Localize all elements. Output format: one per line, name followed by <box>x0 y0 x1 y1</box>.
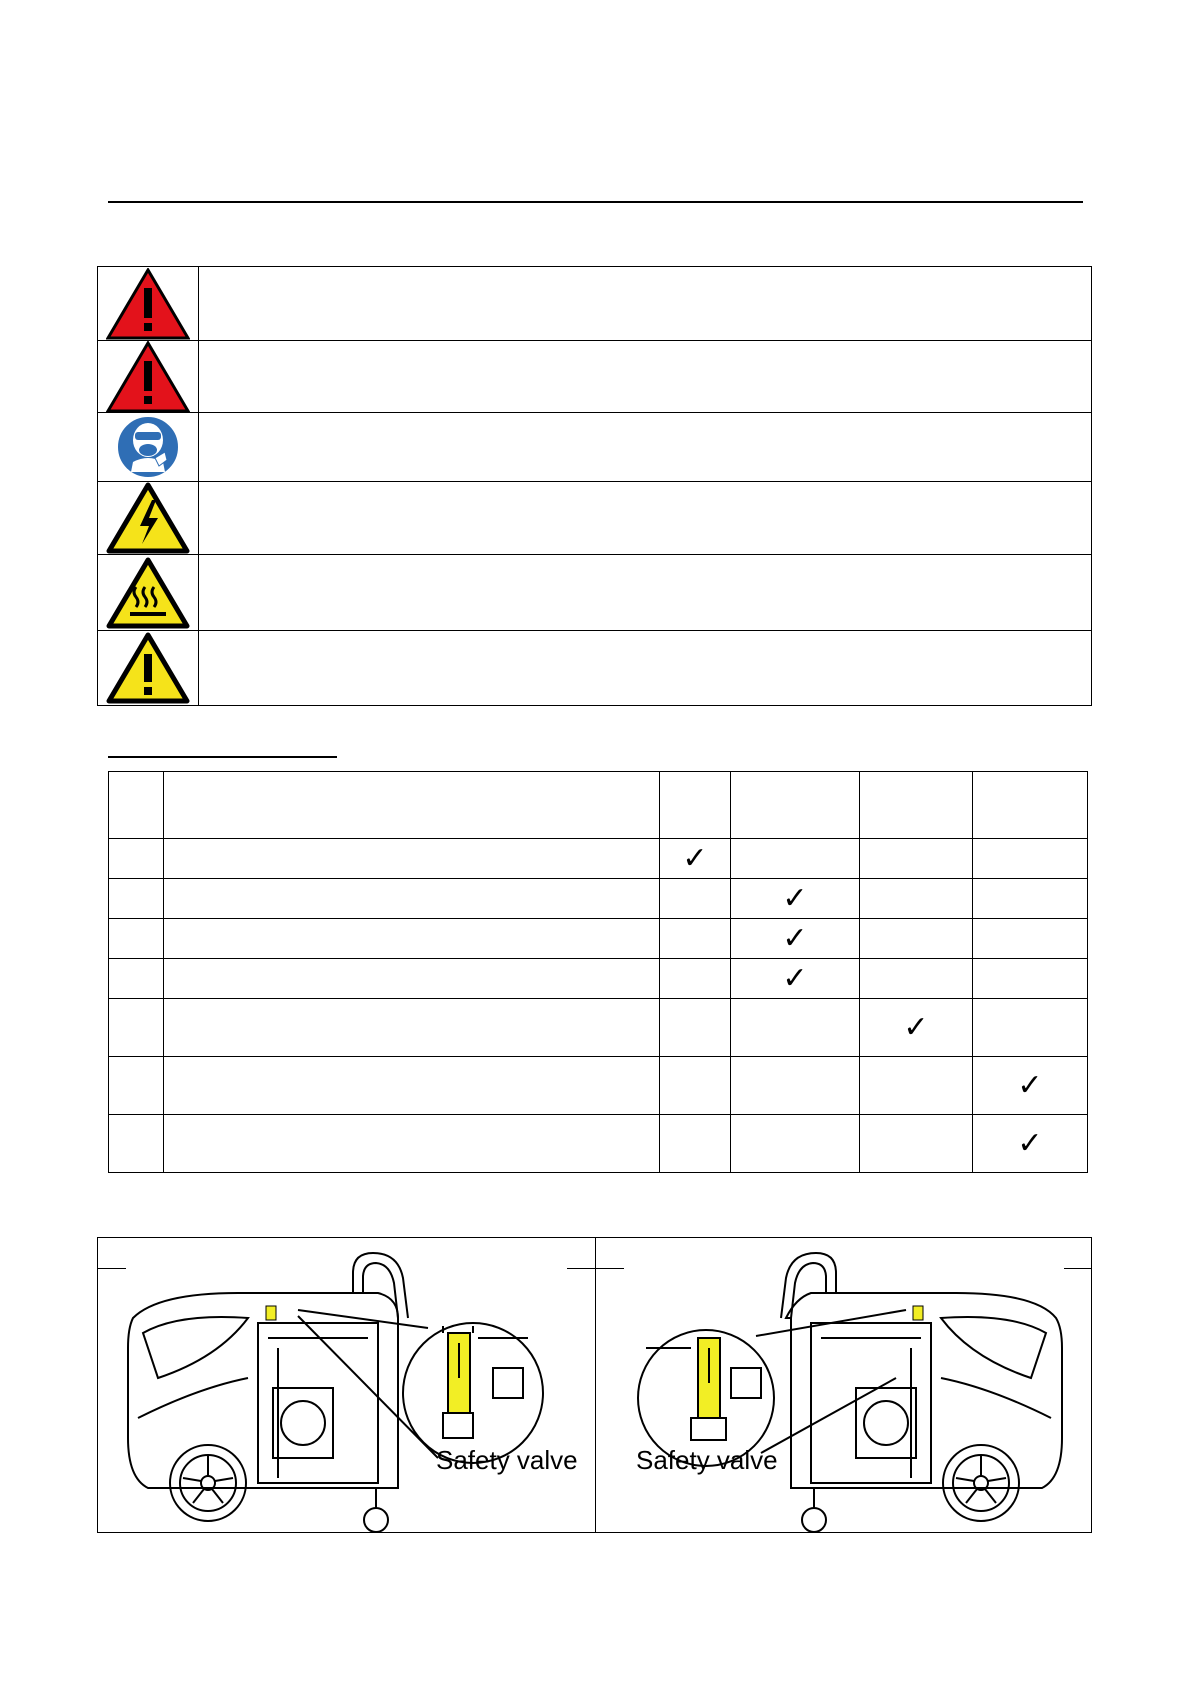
check-cell <box>973 919 1088 959</box>
row-number <box>109 1115 164 1173</box>
safety-valve-caption: Safety valve <box>436 1445 578 1475</box>
row-item <box>164 999 660 1057</box>
check-cell <box>860 959 973 999</box>
check-cell <box>731 1057 860 1115</box>
warning-row <box>98 340 1091 412</box>
warning-row <box>98 267 1091 340</box>
check-cell <box>731 1115 860 1173</box>
check-cell <box>860 879 973 919</box>
schedule-heading-underline <box>108 748 337 758</box>
row-number <box>109 879 164 919</box>
warning-text <box>210 555 1081 630</box>
table-row <box>109 1057 1088 1115</box>
check-cell <box>660 1057 731 1115</box>
check-cell <box>660 999 731 1057</box>
check-cell <box>973 999 1088 1057</box>
row-number <box>109 919 164 959</box>
warning-row <box>98 630 1091 705</box>
check-cell <box>860 839 973 879</box>
check-cell <box>860 1057 973 1115</box>
generator-right-illustration <box>596 1238 1092 1534</box>
table-row <box>109 959 1088 999</box>
check-cell <box>973 1057 1088 1115</box>
generator-left-illustration <box>98 1238 595 1534</box>
column-header <box>109 772 164 839</box>
warning-text <box>210 413 1081 481</box>
checkmark-icon: ✓ <box>1017 1067 1043 1103</box>
check-cell <box>860 999 973 1057</box>
safety-valve-caption: Safety valve <box>636 1445 778 1475</box>
warning-symbols-table <box>97 266 1092 706</box>
warning-text <box>210 482 1081 554</box>
figure-left <box>98 1238 595 1532</box>
warning-row <box>98 554 1091 630</box>
checkmark-icon: ✓ <box>782 920 808 956</box>
table-row <box>109 839 1088 879</box>
check-cell <box>860 919 973 959</box>
table-row <box>109 1115 1088 1173</box>
hot-surface-icon <box>106 557 190 629</box>
row-item <box>164 879 660 919</box>
check-cell <box>973 839 1088 879</box>
check-cell <box>973 1115 1088 1173</box>
caution-icon <box>106 632 190 704</box>
warning-text <box>210 341 1081 412</box>
column-header <box>973 772 1088 839</box>
row-number <box>109 959 164 999</box>
checkmark-icon: ✓ <box>903 1009 929 1045</box>
column-header <box>660 772 731 839</box>
row-item <box>164 1115 660 1173</box>
figure-right <box>596 1238 1092 1532</box>
check-cell <box>860 1115 973 1173</box>
row-number <box>109 999 164 1057</box>
row-number <box>109 839 164 879</box>
check-cell <box>660 1115 731 1173</box>
column-header <box>860 772 973 839</box>
checkmark-icon: ✓ <box>682 840 708 876</box>
checkmark-icon: ✓ <box>782 880 808 916</box>
safety-valve-figure-table <box>97 1237 1092 1533</box>
row-item <box>164 1057 660 1115</box>
check-cell <box>731 999 860 1057</box>
row-item <box>164 839 660 879</box>
check-cell <box>731 959 860 999</box>
checkmark-icon: ✓ <box>782 960 808 996</box>
table-row <box>109 919 1088 959</box>
warning-row <box>98 412 1091 481</box>
header-rule <box>108 201 1083 203</box>
column-header <box>164 772 660 839</box>
check-cell <box>973 879 1088 919</box>
maintenance-schedule-table <box>108 771 1088 1173</box>
check-cell <box>660 919 731 959</box>
table-row <box>109 879 1088 919</box>
danger-warning-icon <box>106 268 190 340</box>
check-cell <box>660 879 731 919</box>
row-item <box>164 959 660 999</box>
electric-shock-icon <box>106 482 190 554</box>
table-header-row <box>109 772 1088 839</box>
row-number <box>109 1057 164 1115</box>
check-cell <box>731 919 860 959</box>
protective-equipment-icon <box>115 414 181 480</box>
column-header <box>731 772 860 839</box>
check-cell <box>731 839 860 879</box>
table-row <box>109 999 1088 1057</box>
warning-text <box>210 631 1081 705</box>
warning-row <box>98 481 1091 554</box>
check-cell <box>731 879 860 919</box>
checkmark-icon: ✓ <box>1017 1125 1043 1161</box>
warning-text <box>210 267 1081 340</box>
check-cell <box>660 839 731 879</box>
row-item <box>164 919 660 959</box>
check-cell <box>660 959 731 999</box>
check-cell <box>973 959 1088 999</box>
danger-warning-icon <box>106 341 190 413</box>
